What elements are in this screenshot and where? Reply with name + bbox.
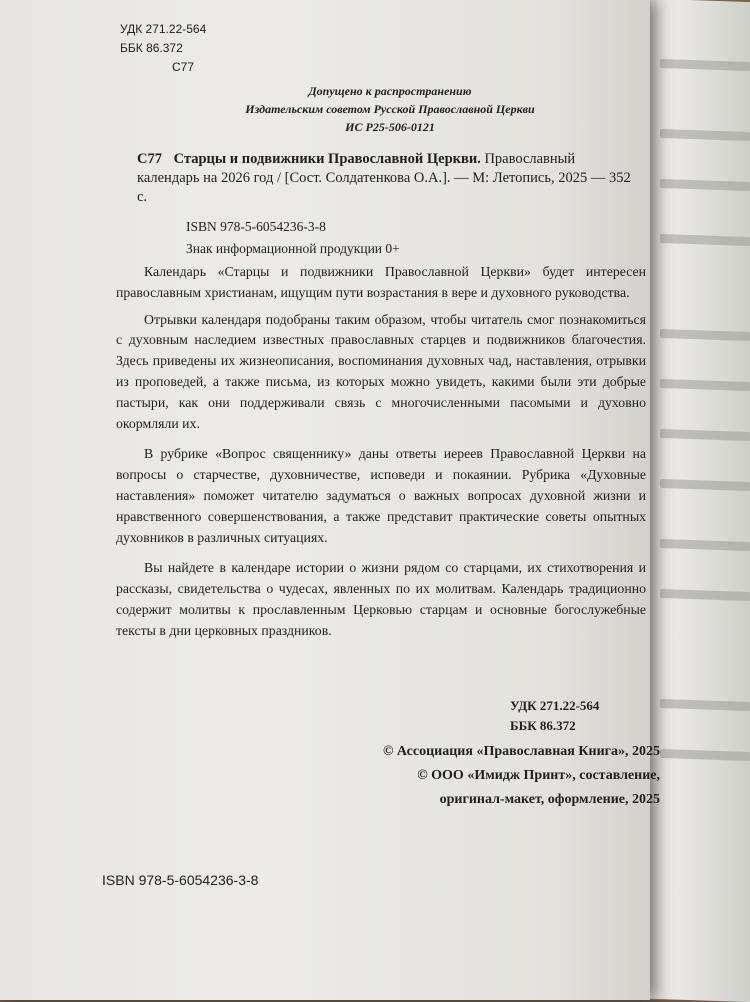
facing-text-line: [660, 129, 750, 141]
annotation-text: [116, 262, 646, 648]
facing-text-line: [660, 329, 750, 341]
facing-text-line: [660, 59, 750, 71]
facing-text-line: [660, 699, 750, 711]
facing-text-line: [660, 479, 750, 491]
copyright-line: оригинал-макет, оформление, 2025: [439, 792, 660, 807]
facing-text-line: [660, 589, 750, 601]
facing-text-line: [660, 429, 750, 441]
copyright-line: © ООО «Имидж Принт», составление,: [417, 768, 660, 783]
facing-text-line: [660, 179, 750, 191]
isbn: ISBN 978-5-6054236-3-8: [186, 219, 326, 234]
facing-text-line: [660, 379, 750, 391]
entry-title: Старцы и подвижники Православной Церкви.: [173, 151, 481, 167]
catalog-entry: [137, 150, 637, 207]
footer-isbn: ISBN 978-5-6054236-3-8: [102, 872, 259, 888]
classification-block: [120, 20, 206, 77]
bbk-code: ББК 86.372: [120, 41, 183, 55]
isbn-block: [186, 216, 400, 260]
author-mark: С77: [172, 60, 195, 74]
copyright-block: [380, 740, 660, 812]
footer-classification: [510, 696, 599, 736]
copyright-line: © Ассоциация «Православная Книга», 2025: [382, 744, 660, 759]
facing-text-line: [660, 749, 750, 761]
age-rating: Знак информационной продукции 0+: [186, 241, 400, 256]
footer-bbk: ББК 86.372: [510, 718, 576, 733]
footer-udk: УДК 271.22-564: [510, 698, 600, 713]
entry-code: С77: [137, 151, 162, 167]
paragraph: Отрывки календаря подобраны таким образом, чтобы читатель смог познакомиться с духовным наследием известных православных старцев и подвижников благочестия. Здесь приведены их жизнеописания, воспоминания духовных чад, наставления, отрывки из проповедей, а также письма, из которых можно увидеть, какими были эти добрые пастыри, как они поддерживали связь с многочисленными пасомыми и духовно окормляли их.: [116, 311, 646, 431]
entry-description: Православный календарь на 2026 год / [Сост. Солдатенкова О.А.]. — М: Летопись, 2025 — 352 с.: [137, 151, 631, 205]
publication-admission: [200, 82, 580, 136]
paragraph: В рубрике «Вопрос священнику» даны ответы иереев Православной Церкви на вопросы о старчестве, духовничестве, исповеди и покаянии. Рубрика «Духовные наставления» поможет читателю задуматься о важных вопросах духовной жизни и нравственного совершенствования, а также представит практические советы опытных духовников в различных ситуациях.: [116, 446, 646, 545]
admission-line: Допущено к распространению: [308, 84, 472, 98]
paragraph: Календарь «Старцы и подвижники Православной Церкви» будет интересен православным христианам, ищущим пути возрастания в вере и духовного руководства.: [116, 264, 646, 300]
udk-code: УДК 271.22-564: [120, 22, 207, 36]
admission-line: ИС Р25-506-0121: [345, 120, 435, 134]
admission-line: Издательским советом Русской Православной Церкви: [245, 102, 535, 116]
facing-text-line: [660, 539, 750, 551]
facing-text-line: [660, 234, 750, 246]
paragraph: Вы найдете в календаре истории о жизни рядом со старцами, их стихотворения и рассказы, свидетельства о чудесах, явленных по их молитвам. Календарь традиционно содержит молитвы к прославленным Церковью старцам и основные богослужебные тексты в дни церковных праздников.: [116, 560, 646, 638]
